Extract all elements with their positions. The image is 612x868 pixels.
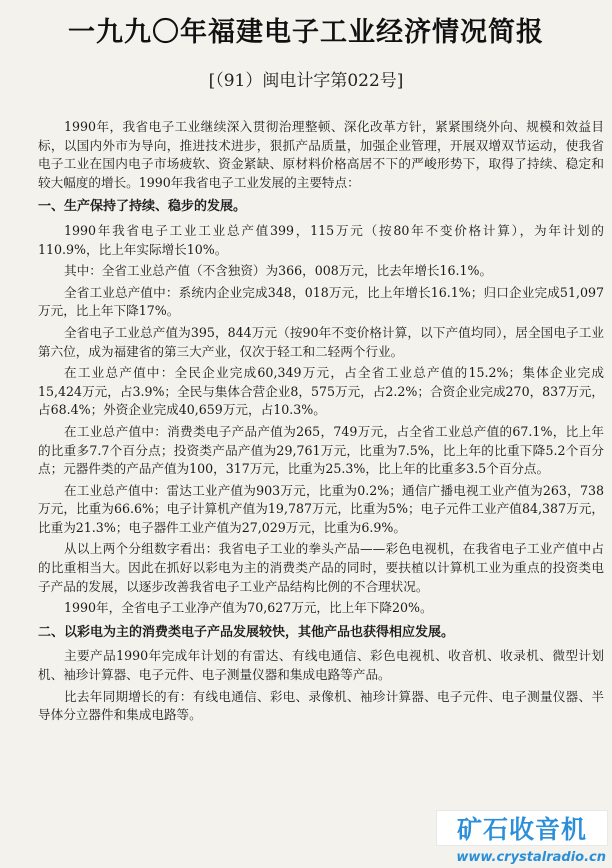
section-1-paragraph: 其中：全省工业总产值（不含独资）为366，008万元，比去年增长16.1%。 <box>64 263 493 279</box>
watermark-url: www.crystalradio.cn <box>456 850 606 865</box>
document-number: [（91）闽电计字第022号] <box>208 71 404 91</box>
section-1-paragraph: 全省工业总产值中：系统内企业完成348，018万元，比上年增长16.1%；归口企业完成51,097万元，比上年下降17%。 <box>38 284 604 319</box>
section-1-paragraph: 全省电子工业总产值为395，844万元（按90年不变价格计算，以下产值均同），居全国电子工业第六位，成为福建省的第三大产业，仅次于轻工和二轻两个行业。 <box>38 324 604 359</box>
section-1-paragraph: 在工业总产值中：全民企业完成60,349万元，占全省工业总产值的15.2%；集体企业完成15,424万元，占3.9%；全民与集体合营企业8，575万元，占2.2%；合资企业完成270，837万元，占68.4%；外资企业完成40,659万元，占10.3%。 <box>38 365 604 418</box>
section-2-paragraph: 比去年同期增长的有：有线电通信、彩电、录像机、袖珍计算器、电子元件、电子测量仪器、半导体分立器件和集成电路等。 <box>38 688 604 723</box>
watermark-logo <box>436 810 608 846</box>
section-1-paragraph: 在工业总产值中：雷达工业产值为903万元，比重为0.2%；通信广播电视工业产值为263，738万元，比重为66.6%；电子计算机产值为19,787万元，比重为5%；电子元件工业产值84,387万元，比重为21.3%；电子器件工业产值为27,029万元，比重为6.9%。 <box>38 482 604 535</box>
document-title: 一九九〇年福建电子工业经济情况简报 <box>68 17 544 48</box>
document-body <box>38 118 604 728</box>
section-1-paragraph: 在工业总产值中：消费类电子产品产值为265，749万元，占全省工业总产值的67.1%，比上年的比重多7.7个百分点；投资类产品产值为29,761万元，比重为7.5%，比上年的比重下降5.2个百分点；元器件类的产品产值为100，317万元，比重为25.3%，比上年的比重多3.5个百分点。 <box>38 423 604 477</box>
section-2-paragraph: 主要产品1990年完成年计划的有雷达、有线电通信、彩色电视机、收音机、收录机、微型计划机、袖珍计算器、电子元件、电子测量仪器和集成电路等产品。 <box>38 648 604 683</box>
watermark-text: 矿石收音机 <box>456 815 587 844</box>
section-1-heading: 一、生产保持了持续、稳步的发展。 <box>38 199 247 215</box>
section-1-paragraph: 1990年，全省电子工业净产值为70,627万元，比上年下降20%。 <box>64 600 433 616</box>
section-1-paragraph: 1990年我省电子工业工业总产值399，115万元（按80年不变价格计算），为年计划的110.9%，比上年实际增长10%。 <box>38 222 604 257</box>
intro-paragraph: 1990年，我省电子工业继续深入贯彻治理整顿、深化改革方针，紧紧围绕外向、规模和效益目标，以国内外市为导向，推进技术进步，狠抓产品质量，加强企业管理，开展双增双节运动，使我省电子工业在国内电子市场疲软、资金紧缺、原材料价格高居不下的严峻形势下，取得了持续、稳定和较大幅度的增长。1990年我省电子工业发展的主要特点： <box>38 119 604 190</box>
section-2-heading: 二、以彩电为主的消费类电子产品发展较快，其他产品也获得相应发展。 <box>38 624 455 640</box>
section-1-paragraph: 从以上两个分组数字看出：我省电子工业的拳头产品——彩色电视机，在我省电子工业产值中占的比重相当大。因此在抓好以彩电为主的消费类产品的同时，要扶植以计算机工业为重点的投资类电子产品的发展，以逐步改善我省电子工业产品结构比例的不合理状况。 <box>38 541 604 594</box>
